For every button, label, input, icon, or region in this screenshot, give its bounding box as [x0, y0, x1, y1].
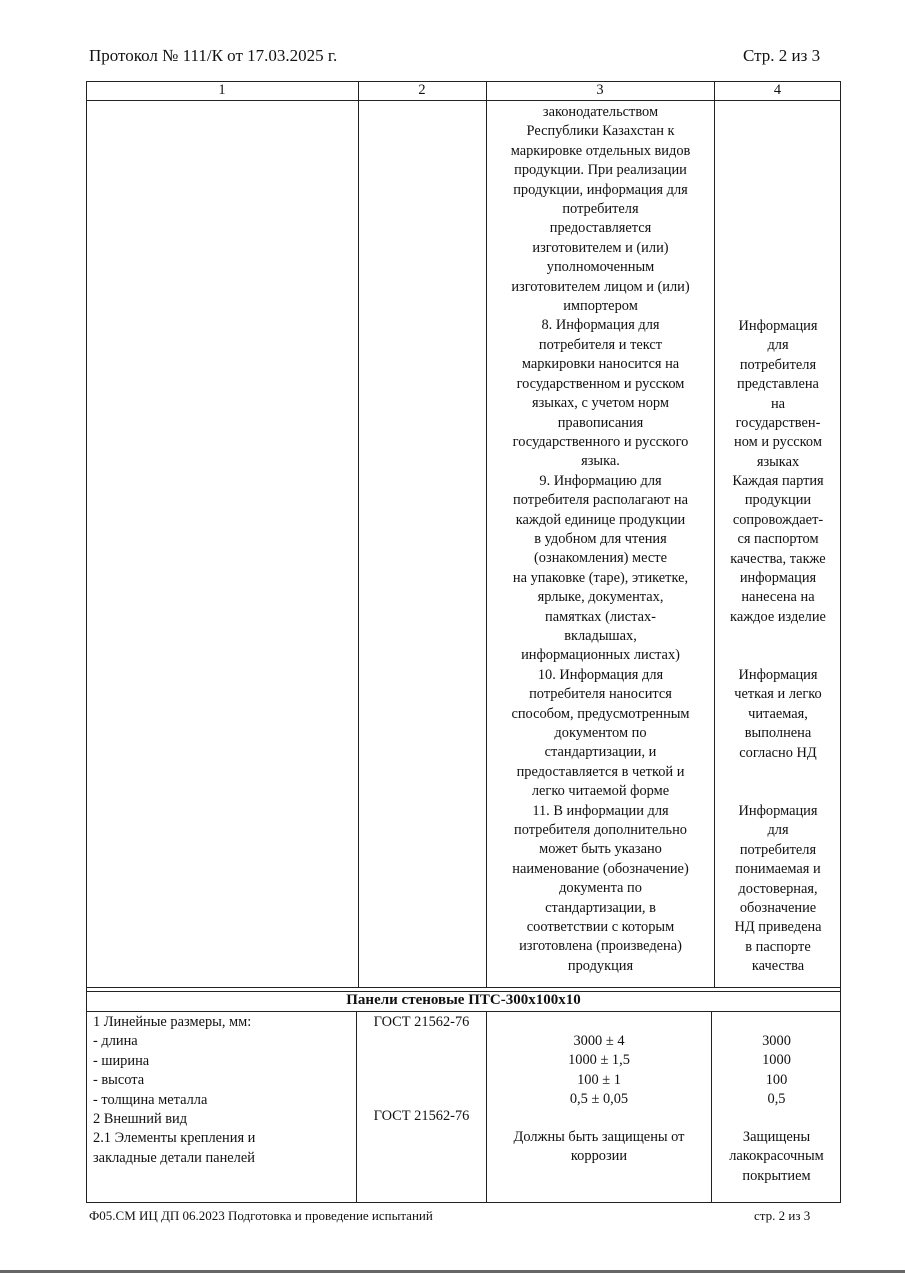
upper-block-bottom [86, 987, 841, 988]
column-number-4: 4 [773, 82, 782, 98]
result-group-10: Информация четкая и легко читаемая, выполнена согласно НД [734, 667, 822, 761]
standard-ref-dimensions: ГОСТ 21562-76 [373, 1014, 470, 1030]
required-values: 3000 ± 4 1000 ± 1,5 100 ± 1 0,5 ± 0,05 [568, 1033, 630, 1108]
header-row-divider [86, 100, 841, 101]
column-number-2: 2 [418, 82, 426, 98]
table-border-bottom [86, 1202, 841, 1203]
standard-ref-appearance: ГОСТ 21562-76 [373, 1108, 470, 1124]
column-number-3: 3 [596, 82, 604, 98]
section-title: Панели стеновые ПТС-300х100х10 [346, 992, 581, 1008]
actual-appearance: Защищены лакокрасочным покрытием [729, 1129, 824, 1184]
required-appearance: Должны быть защищены от коррозии [513, 1129, 685, 1165]
document-title: Протокол № 111/К от 17.03.2025 г. [89, 46, 338, 65]
form-code: Ф05.СМ ИЦ ДП 06.2023 Подготовка и проведение испытаний [89, 1208, 433, 1223]
column-number-1: 1 [218, 82, 226, 98]
scan-edge [0, 1270, 905, 1273]
result-group-9: Каждая партия продукции сопровождает- ся паспортом качества, также информация нанесена на каждое изделие [730, 473, 826, 625]
indicator-list: 1 Линейные размеры, мм: - длина - ширина - высота - толщина металла 2 Внешний вид 2.1 Элементы крепления и закладные детали панелей [93, 1014, 256, 1166]
result-group-8: Информация для потребителя представлена на государствен- ном и русском языках [734, 318, 822, 470]
col-divider-1-2-upper [358, 81, 359, 987]
footer-page-number: стр. 2 из 3 [754, 1208, 811, 1223]
result-group-11: Информация для потребителя понимаемая и достоверная, обозначение НД приведена в паспорте качества [734, 803, 822, 975]
section-row-bottom [86, 1011, 841, 1012]
requirements-text-upper: законодательством Республики Казахстан к маркировке отдельных видов продукции. При реализации продукции, информация для потребителя предоставляется изготовителем и (или) уполномоченным изготовителем лицом и (или) импортером 8. Информация для потребителя и текст маркировки наносится на государственном и русском языках, с учетом норм правописания государственного и русского языка. 9. Информацию для потребителя располагают на каждой единице продукции в удобном для чтения (ознакомления) месте на упаковке (таре), этикетке, ярлыке, документах, памятках (листах- вкладышах, информационных листах) 10. Информация для потребителя наносится способом, предусмотренным документом по стандартизации, и предоставляется в четкой и легко читаемой форме 11. В информации для потребителя дополнительно может быть указано наименование (обозначение) документа по стандартизации, в соответствии с которым изготовлена (произведена) продукция [510, 104, 691, 974]
page-number: Стр. 2 из 3 [743, 46, 821, 65]
table-border-left [86, 81, 87, 1203]
actual-values: 3000 1000 100 0,5 [762, 1033, 791, 1108]
